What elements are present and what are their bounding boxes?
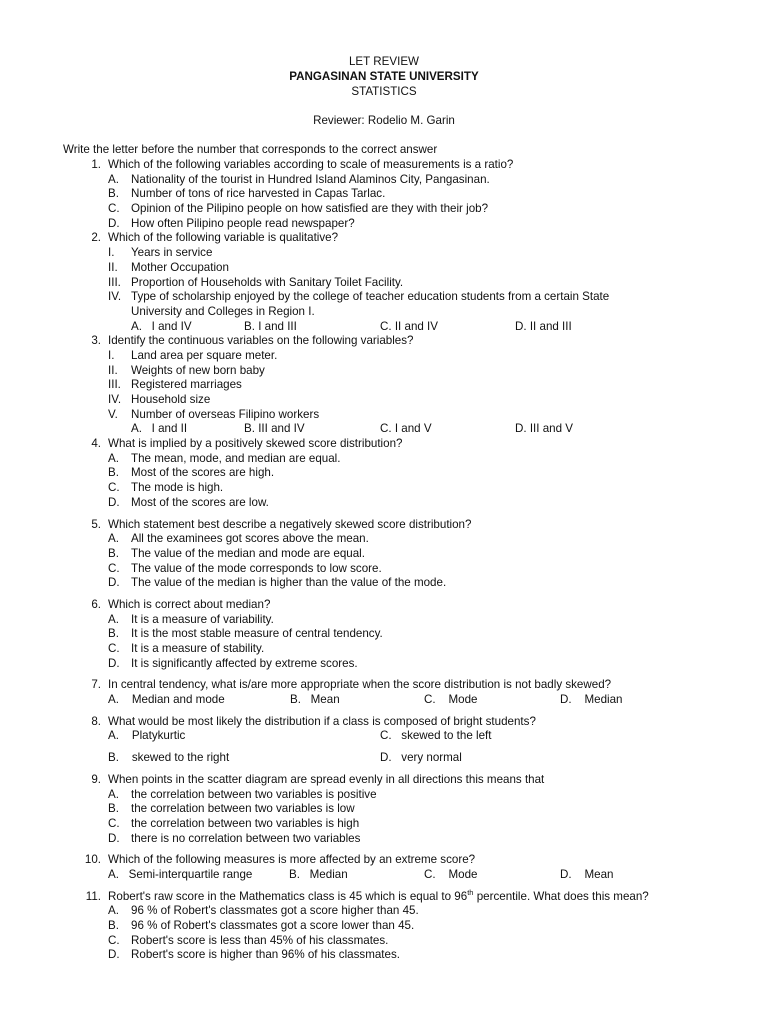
question-number: 9. [91,772,101,786]
option-label: V. [108,407,118,421]
question-text: Which statement best describe a negatively skewed score distribution? [108,517,472,531]
question-number: 5. [91,517,101,531]
choice-text: I and III [258,319,297,333]
option-label: A. [108,904,119,918]
choice-label: C. [424,693,436,707]
choice-b [108,751,229,766]
choice-label: D. [515,319,527,333]
choice-label: D. [515,422,527,436]
choice-text: Mode [448,867,478,881]
question-text: Which of the following measures is more affected by an extreme score? [108,853,476,867]
question-9 [0,773,768,846]
choice-text: Semi-interquartile range [128,867,253,881]
answer-choices [0,320,768,335]
option-text: Land area per square meter. [131,348,278,362]
option-text: the correlation between two variables is low [131,802,355,816]
option-label: D. [108,831,120,845]
question-2 [0,231,768,334]
option-label: II. [108,363,118,377]
option-text: 96 % of Robert's classmates got a score lower than 45. [131,919,415,933]
choice-text: Mean [310,693,340,707]
option-label: D. [108,576,120,590]
question-number: 11. [85,889,101,903]
option-text: 96 % of Robert's classmates got a score higher than 45. [131,904,419,918]
question-number: 6. [91,597,101,611]
question-number: 7. [91,678,101,692]
choice-text: Median [309,867,348,881]
question-text: What would be most likely the distribution if a class is composed of bright students? [108,714,536,728]
choice-a [131,422,187,437]
question-number: 4. [91,437,101,451]
question-number: 1. [91,158,101,171]
question-number: 8. [91,714,101,728]
option-label: I. [108,246,115,260]
choice-text: Mode [448,693,478,707]
option-label: II. [108,260,118,274]
choice-text: III and IV [258,422,305,436]
choice-b [244,320,297,335]
question-11 [0,887,768,963]
option-label: B. [108,627,119,641]
answer-choices [0,422,768,437]
choice-label: C. [380,319,392,333]
choice-d [560,693,623,708]
question-10 [0,853,768,882]
choice-c [380,320,438,335]
answer-choices [0,693,768,708]
question-number: 3. [91,334,101,348]
option-text: Proportion of Households with Sanitary Toilet Facility. [131,275,404,289]
question-6 [0,598,768,671]
choice-label: C. [424,867,436,881]
choice-c [424,868,478,883]
question-text: Which of the following variable is qualitative? [108,231,339,245]
option-text: It is significantly affected by extreme scores. [131,656,358,670]
choice-text: I and IV [151,319,192,333]
choice-a [108,868,252,883]
choice-text: Mean [584,867,614,881]
choice-label: B. [244,422,255,436]
option-text: Type of scholarship enjoyed by the college of teacher education students from a certain State University and Colleges in Region I. [131,290,610,318]
choice-b [244,422,305,437]
option-text: The value of the median is higher than the value of the mode. [131,576,447,590]
option-label: III. [108,378,121,392]
question-7 [0,678,768,707]
option-text: Most of the scores are low. [131,495,269,509]
choice-c [380,422,432,437]
choice-text: I and II [151,422,188,436]
option-text: The mode is high. [131,481,224,495]
option-label: A. [108,532,119,546]
option-text: the correlation between two variables is high [131,816,360,830]
option-label: B. [108,187,119,201]
answer-choices-row-1 [0,729,768,744]
option-text: the correlation between two variables is positive [131,787,377,801]
choice-a [108,729,185,744]
reviewer-line: Reviewer: Rodelio M. Garin [313,114,455,127]
choice-label: D. [560,693,572,707]
choice-label: A. [108,729,119,743]
choice-c [380,729,492,744]
choice-label: D. [560,867,572,881]
option-label: IV. [108,290,122,304]
option-label: A. [108,451,119,465]
option-text: The value of the median and mode are equal. [131,546,365,560]
question-4 [0,437,768,510]
choice-text: skewed to the right [131,751,230,765]
option-text: Weights of new born baby [131,363,265,377]
header-line-3: STATISTICS [351,85,417,98]
option-text: It is the most stable measure of central tendency. [131,627,383,641]
option-label: D. [108,495,120,509]
choice-b [290,693,340,708]
choice-a [108,693,225,708]
option-text: Nationality of the tourist in Hundred Island Alaminos City, Pangasinan. [131,172,490,186]
question-text-end: percentile. What does this mean? [473,889,649,903]
option-label: C. [108,642,120,656]
option-label: D. [108,948,120,962]
question-text: What is implied by a positively skewed score distribution? [108,437,403,451]
question-text: Identify the continuous variables on the following variables? [108,334,414,348]
question-text: Which of the following variables according to scale of measurements is a ratio? [108,158,514,171]
option-label: B. [108,466,119,480]
answer-choices [0,868,768,883]
choice-d [515,320,572,335]
choice-label: C. [380,729,392,743]
option-text: Most of the scores are high. [131,466,275,480]
option-label: IV. [108,393,122,407]
choice-text: II and IV [394,319,439,333]
option-label: B. [108,919,119,933]
question-5 [0,518,768,591]
option-text: Opinion of the Pilipino people on how satisfied are they with their job? [131,202,489,216]
option-text: Mother Occupation [131,260,229,274]
choice-label: A. [108,693,119,707]
option-text: Robert's score is less than 45% of his classmates. [131,933,389,947]
choice-label: A. [131,422,142,436]
option-text: Years in service [131,246,213,260]
option-label: C. [108,933,120,947]
header-line-2: PANGASINAN STATE UNIVERSITY [289,70,479,83]
choice-label: B. [244,319,255,333]
option-text: The mean, mode, and median are equal. [131,451,341,465]
option-label: C. [108,202,120,216]
choice-c [424,693,478,708]
choice-d [560,868,614,883]
choice-label: D. [380,751,392,765]
option-text: Registered marriages [131,378,242,392]
option-label: C. [108,561,120,575]
choice-text: Median [584,693,623,707]
choice-d [380,751,462,766]
choice-text: Median and mode [131,693,225,707]
question-3 [0,334,768,437]
option-label: I. [108,348,115,362]
choice-b [289,868,348,883]
option-text: Household size [131,393,211,407]
question-number: 10. [84,853,101,867]
question-text: In central tendency, what is/are more appropriate when the score distribution is not badly skewed? [108,678,612,692]
choice-label: B. [290,693,301,707]
option-label: D. [108,216,120,230]
option-text: Number of overseas Filipino workers [131,407,320,421]
choice-label: A. [108,867,119,881]
option-label: B. [108,802,119,816]
choice-text: Platykurtic [131,729,186,743]
choice-text: very normal [401,751,462,765]
choice-d [515,422,573,437]
question-text: Which is correct about median? [108,597,271,611]
document-header [0,55,768,100]
header-line-1: LET REVIEW [348,55,419,68]
choice-text: III and V [529,422,574,436]
option-label: B. [108,546,119,560]
choice-text: II and III [529,319,572,333]
option-text: Robert's score is higher than 96% of his classmates. [131,948,400,962]
option-label: C. [108,816,120,830]
choice-label: B. [289,867,300,881]
option-label: A. [108,787,119,801]
option-text: How often Pilipino people read newspaper? [131,216,355,230]
question-8 [0,715,768,766]
question-text-start: Robert's raw score in the Mathematics class is 45 which is equal to 96 [108,889,468,903]
option-label: A. [108,612,119,626]
option-label: III. [108,275,121,289]
choice-label: C. [380,422,392,436]
option-label: C. [108,481,120,495]
choice-label: B. [108,751,119,765]
question-text: When points in the scatter diagram are spread evenly in all directions this means that [108,772,545,786]
option-text: All the examinees got scores above the mean. [131,532,369,546]
ordinal-suffix: th [467,887,474,897]
option-text: Number of tons of rice harvested in Capas Tarlac. [131,187,386,201]
question-1 [0,158,768,231]
option-text: It is a measure of stability. [131,642,265,656]
choice-label: A. [131,319,142,333]
question-number: 2. [91,231,101,245]
option-label: A. [108,172,119,186]
question-list [0,158,768,963]
choice-text: I and V [394,422,432,436]
option-label: D. [108,656,120,670]
instructions: Write the letter before the number that corresponds to the correct answer [63,143,438,156]
option-text: there is no correlation between two variables [131,831,361,845]
choice-text: skewed to the left [401,729,492,743]
choice-a [131,320,192,335]
answer-choices-row-2 [0,751,768,766]
option-text: It is a measure of variability. [131,612,274,626]
option-text: The value of the mode corresponds to low score. [131,561,382,575]
